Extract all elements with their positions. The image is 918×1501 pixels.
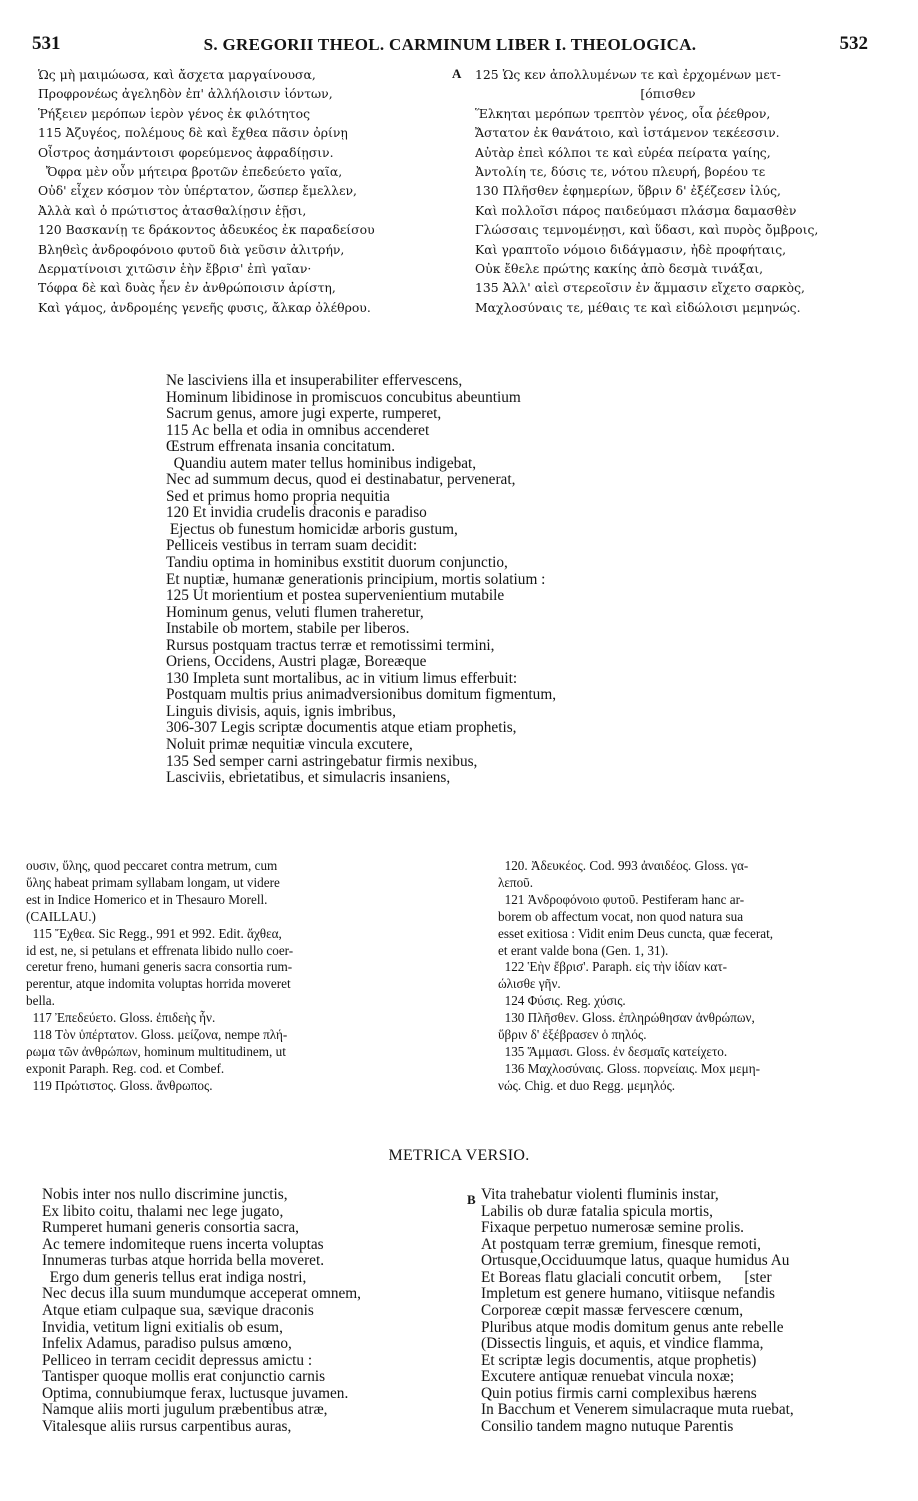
latin-verse-line: Sacrum genus, amore jugi experte, rumperet,: [166, 405, 442, 423]
footnote-line: ρωμα τῶν ἀνθρώπων, hominum multitudinem, ut: [26, 1043, 286, 1059]
metrica-versio-heading: METRICA VERSIO.: [388, 1147, 530, 1164]
greek-verse-line: Αὐτὰρ ἐπεὶ κόλποι τε καὶ εὐρέα πείρατα γαίης,: [475, 144, 771, 160]
metrica-verse-line: In Bacchum et Venerem simulacraque muta ruebat,: [481, 1401, 794, 1419]
metrica-verse-line: Invidia, vetitum ligni exitialis ob esum,: [42, 1318, 283, 1336]
margin-mark-b: B: [467, 1192, 476, 1207]
metrica-verse-line: Rumperet humani generis consortia sacra,: [42, 1219, 299, 1237]
greek-verse-line: Ἄστατον ἐκ θανάτοιο, καὶ ἱστάμενον τεκέεσσιν.: [475, 125, 780, 141]
metrica-verse-line: Et Boreas flatu glaciali concutit orbem, [ster: [481, 1268, 772, 1286]
metrica-verse-left-column: [42, 1187, 460, 1449]
latin-verse-line: Quandiu autem mater tellus hominibus indigebat,: [166, 454, 477, 472]
greek-verse-line: Γλώσσαις τεμνομένῃσι, καὶ ὕδασι, καὶ πυρὸς ὄμβροις,: [475, 222, 819, 238]
greek-verse-line: 115 Ἀζυγέος, πολέμους δὲ καὶ ἔχθεα πᾶσιν ὀρίνῃ: [38, 125, 348, 141]
metrica-verse-line: Vita trahebatur violenti fluminis instar,: [481, 1187, 719, 1203]
latin-verse-line: 115 Ac bella et odia in omnibus accenderet: [166, 421, 430, 439]
footnote-line: 118 Τὸν ὑπέρτατον. Gloss. μείζονα, nempe πλή-: [26, 1027, 288, 1043]
metrica-verse-line: Innumeras turbas atque horrida bella moveret.: [42, 1252, 325, 1270]
metrica-verse-line: Ortusque,Occiduumque latus, quaque humidus Au: [481, 1252, 790, 1270]
greek-verse-line: [όπισθεν: [475, 86, 696, 102]
latin-verse-line: Linguis divisis, aquis, ignis imbribus,: [166, 702, 396, 720]
footnote-line: ceretur freno, humani generis sacra consortia rum-: [26, 959, 293, 975]
footnote-line: 135 Ἅμμασι. Gloss. ἐν δεσμαῖς κατείχετο.: [498, 1043, 728, 1059]
greek-verse-line: Προφρονέως ἀγεληδὸν ἐπ' ἀλλήλοισιν ἰόντων,: [38, 86, 333, 102]
footnote-line: 130 Πλῆσθεν. Gloss. ἐπληρώθησαν ἀνθρώπων,: [498, 1010, 755, 1026]
metrica-verse-line: Optima, connubiumque ferax, luctusque juvamen.: [42, 1384, 349, 1402]
page-number-right: 532: [839, 33, 868, 54]
footnote-line: perentur, atque indomita voluptas horrida moveret: [26, 976, 291, 992]
footnote-line: id est, ne, si petulans et effrenata libido nullo coer-: [26, 942, 294, 958]
footnote-line: ουσιν, ὕλης, quod peccaret contra metrum, cum: [26, 858, 278, 873]
footnote-line: 136 Μαχλοσύναις. Gloss. πορνείαις. Mox μεμη-: [498, 1060, 760, 1076]
metrica-verse-line: Pluribus atque modis domitum genus ante rebelle: [481, 1318, 784, 1336]
footnote-line: 119 Πρώτιστος. Gloss. ἄνθρωπος.: [26, 1077, 213, 1093]
metrica-verse-line: At postquam terræ gremium, finesque remoti,: [481, 1235, 761, 1253]
footnote-line: λεποῦ.: [498, 874, 534, 890]
latin-verse-line: 135 Sed semper carni astringebatur firmis nexibus,: [166, 752, 478, 770]
footnote-line: 121 Ἀνδροφόνοιο φυτοῦ. Pestiferam hanc ar-: [498, 891, 745, 907]
latin-verse-line: Rursus postquam tractus terræ et remotissimi termini,: [166, 636, 495, 654]
metrica-verse-line: Ergo dum generis tellus erat indiga nostri,: [42, 1268, 307, 1286]
metrica-verse-line: Namque aliis morti jugulum præbentibus atræ,: [42, 1401, 328, 1419]
latin-verse-line: 130 Impleta sunt mortalibus, ac in vitium limus efferbuit:: [166, 669, 518, 687]
footnote-line: borem ob affectum vocat, non quod natura sua: [498, 908, 744, 924]
latin-verse-line: Oriens, Occidens, Austri plagæ, Boreæque: [166, 653, 427, 671]
greek-verse-line: Δερματίνοισι χιτῶσιν ἑὴν ἔβρισ' ἐπὶ γαῖαν·: [38, 261, 312, 277]
footnote-line: 117 Ἐπεδεύετο. Gloss. ἐπιδεὴς ἦν.: [26, 1010, 216, 1026]
greek-verse-line: Ὄφρα μὲν οὖν μήτειρα βροτῶν ἐπεδεύετο γαῖα,: [38, 164, 343, 180]
metrica-verse-line: Fixaque perpetuo numerosæ semine prolis.: [481, 1219, 744, 1237]
footnote-line: 124 Φύσις. Reg. χύσις.: [498, 993, 626, 1009]
greek-verse-line: Τόφρα δὲ καὶ δυὰς ἦεν ἐν ἀνθρώποισιν ἀρίστη,: [38, 280, 336, 296]
greek-text-right-column: [475, 65, 893, 370]
greek-text-left-column: [38, 65, 470, 370]
footnote-line: exponit Paraph. Reg. cod. et Combef.: [26, 1060, 225, 1076]
footnote-line: bella.: [26, 993, 55, 1009]
latin-verse-line: Tandiu optima in hominibus exstitit duorum conjunctio,: [166, 554, 508, 572]
footnote-line: 122 Ἑὴν ἔβρισ'. Paraph. εἰς τὴν ἰδίαν κατ-: [498, 959, 728, 975]
latin-verse-line: Noluit primæ nequitiæ vincula excutere,: [166, 736, 413, 754]
footnote-line: 115 Ἔχθεα. Sic Regg., 991 et 992. Edit. ἄχθεα,: [26, 925, 282, 941]
latin-verse-line: Ne lasciviens illa et insuperabiliter effervescens,: [166, 373, 463, 389]
latin-verse-line: 306-307 Legis scriptæ documentis atque etiam prophetis,: [166, 719, 517, 737]
greek-verse-line: 130 Πλῆσθεν ἐφημερίων, ὕβριν δ' ἐξέζεσεν ἰλύς,: [475, 183, 781, 199]
metrica-verse-line: Nobis inter nos nullo discrimine junctis,: [42, 1187, 288, 1203]
footnote-line: esset exitiosa : Vidit enim Deus cuncta, quæ fecerat,: [498, 925, 774, 941]
page-header: [32, 33, 868, 57]
greek-verse-line: Οὐκ ἔθελε πρώτης κακίης ἀπὸ δεσμὰ τινάξαι,: [475, 261, 764, 277]
metrica-verse-line: Vitalesque aliis rursus carpentibus auras,: [42, 1417, 292, 1435]
greek-verse-line: Οὐδ' εἶχεν κόσμον τὸν ὑπέρτατον, ὥσπερ ἔμελλεν,: [38, 183, 357, 199]
footnote-line: est in Indice Homerico et in Thesauro Morell.: [26, 891, 268, 907]
greek-verse-line: Ἀλλὰ καὶ ὁ πρώτιστος ἀτασθαλίῃσιν ἑῇσι,: [38, 202, 307, 218]
latin-verse-line: Pelliceis vestibus in terram suam decidit:: [166, 537, 418, 555]
latin-verse-line: Ejectus ob funestum homicidæ arboris gustum,: [166, 520, 458, 538]
latin-verse-line: Instabile ob mortem, stabile per liberos.: [166, 620, 410, 638]
greek-verse-line: Ἀντολίη τε, δύσις τε, νότου πλευρή, βορέου τε: [475, 164, 766, 180]
metrica-verse-line: Et scriptæ legis documentis, atque prophetis): [481, 1351, 757, 1369]
metrica-verse-line: Tantisper quoque mollis erat conjunctio carnis: [42, 1368, 326, 1386]
greek-verse-line: 125 Ὡς κεν ἀπολλυμένων τε καὶ ἐρχομένων μετ-: [475, 67, 781, 82]
latin-verse-line: Nec ad summum decus, quod ei destinabatur, pervenerat,: [166, 471, 516, 489]
greek-verse-line: Οἶστρος ἀσημάντοισι φορεύμενος ἀφραδίῃσιν.: [38, 144, 334, 160]
footnotes-right-column: [498, 858, 896, 1118]
greek-verse-line: Καὶ γάμος, ἀνδρομέης γενεῆς φυσις, ἄλκαρ ὀλέθρου.: [38, 299, 371, 315]
latin-verse-line: Sed et primus homo propria nequitia: [166, 487, 390, 505]
metrica-verse-line: Labilis ob duræ fatalia spicula mortis,: [481, 1202, 713, 1220]
metrica-verse-line: Infelix Adamus, paradiso pulsus amœno,: [42, 1335, 292, 1353]
footnote-line: νώς. Chig. et duo Regg. μεμηλός.: [498, 1077, 676, 1093]
latin-translation-block: [166, 373, 726, 843]
latin-verse-line: Hominum libidinose in promiscuos concubitus abeuntium: [166, 388, 521, 406]
footnote-line: et erant valde bona (Gen. 1, 31).: [498, 942, 669, 958]
metrica-verse-line: Impletum est genere humano, vitiisque nefandis: [481, 1285, 775, 1303]
greek-verse-line: Ὡς μὴ μαιμώωσα, καὶ ἄσχετα μαργαίνουσα,: [38, 67, 316, 82]
margin-mark-a: A: [452, 66, 462, 81]
footnote-line: ὕλης habeat primam syllabam longam, ut videre: [26, 874, 280, 890]
footnote-line: ώλισθε γῆν.: [498, 976, 561, 992]
metrica-verse-line: Ex libito coitu, thalami nec lege jugato,: [42, 1202, 284, 1220]
footnote-line: ὕβριν δ' ἐξέβρασεν ὁ πηλός.: [498, 1027, 647, 1043]
latin-verse-line: Lasciviis, ebrietatibus, et simulacris insaniens,: [166, 769, 451, 787]
metrica-verse-line: Ac temere indomiteque ruens incerta voluptas: [42, 1235, 324, 1253]
footnote-line: 120. Ἀδευκέος. Cod. 993 ἀναιδέος. Gloss. γα-: [498, 858, 749, 873]
metrica-verse-line: Pelliceo in terram cecidit depressus amictu :: [42, 1351, 313, 1369]
metrica-verse-line: Nec decus illa suum mundumque acceperat omnem,: [42, 1285, 362, 1303]
metrica-verse-right-column: [481, 1187, 899, 1449]
metrica-verse-line: (Dissectis linguis, et aquis, et vindice flamma,: [481, 1335, 764, 1353]
latin-verse-line: Hominum genus, veluti flumen traheretur,: [166, 603, 424, 621]
metrica-verse-line: Atque etiam culpaque sua, sævique draconis: [42, 1301, 314, 1319]
greek-verse-line: Καὶ γραπτοῖο νόμοιο διδάγμασιν, ἠδὲ προφήταις,: [475, 241, 787, 257]
latin-verse-line: 125 Ut morientium et postea supervenientium mutabile: [166, 587, 505, 605]
greek-verse-line: Ῥήξειεν μερόπων ἱερὸν γένος ἐκ φιλότητος: [38, 105, 311, 121]
running-title: S. GREGORII THEOL. CARMINUM LIBER I. THEOLOGICA.: [203, 35, 697, 54]
latin-verse-line: Postquam multis prius animadversionibus domitum figmentum,: [166, 686, 557, 704]
greek-verse-line: 120 Βασκανίῃ τε δράκοντος ἀδευκέος ἐκ παραδείσου: [38, 222, 375, 238]
latin-verse-line: Et nuptiæ, humanæ generationis principium, mortis solatium :: [166, 570, 546, 588]
greek-verse-line: Βληθεὶς ἀνδροφόνοιο φυτοῦ διὰ γεῦσιν ἀλιτρήν,: [38, 241, 345, 257]
footnotes-left-column: [26, 858, 488, 1118]
latin-verse-line: Œstrum effrenata insania concitatum.: [166, 438, 396, 456]
greek-verse-line: Ἕλκηται μερόπων τρεπτὸν γένος, οἷα ῥέεθρον,: [475, 105, 771, 121]
metrica-verse-line: Excutere antiquæ renuebat vincula noxæ;: [481, 1368, 735, 1386]
greek-verse-line: Καὶ πολλοῖσι πάρος παιδεύμασι πλάσμα δαμασθὲν: [475, 202, 797, 218]
metrica-verse-line: Quin potius firmis carni complexibus hærens: [481, 1384, 757, 1402]
greek-verse-line: Μαχλοσύναις τε, μέθαις τε καὶ εἰδώλοισι μεμηνώς.: [475, 299, 801, 315]
metrica-verse-line: Corporeæ cœpit massæ fervescere cœnum,: [481, 1301, 744, 1319]
greek-verse-line: 135 Ἀλλ' αἰεὶ στερεοῖσιν ἐν ἅμμασιν εἴχετο σαρκὸς,: [475, 280, 805, 296]
page-number-left: 531: [32, 33, 61, 54]
footnote-line: (CAILLAU.): [26, 908, 96, 924]
latin-verse-line: 120 Et invidia crudelis draconis e paradiso: [166, 504, 427, 522]
metrica-verse-line: Consilio tandem magno nutuque Parentis: [481, 1417, 734, 1435]
